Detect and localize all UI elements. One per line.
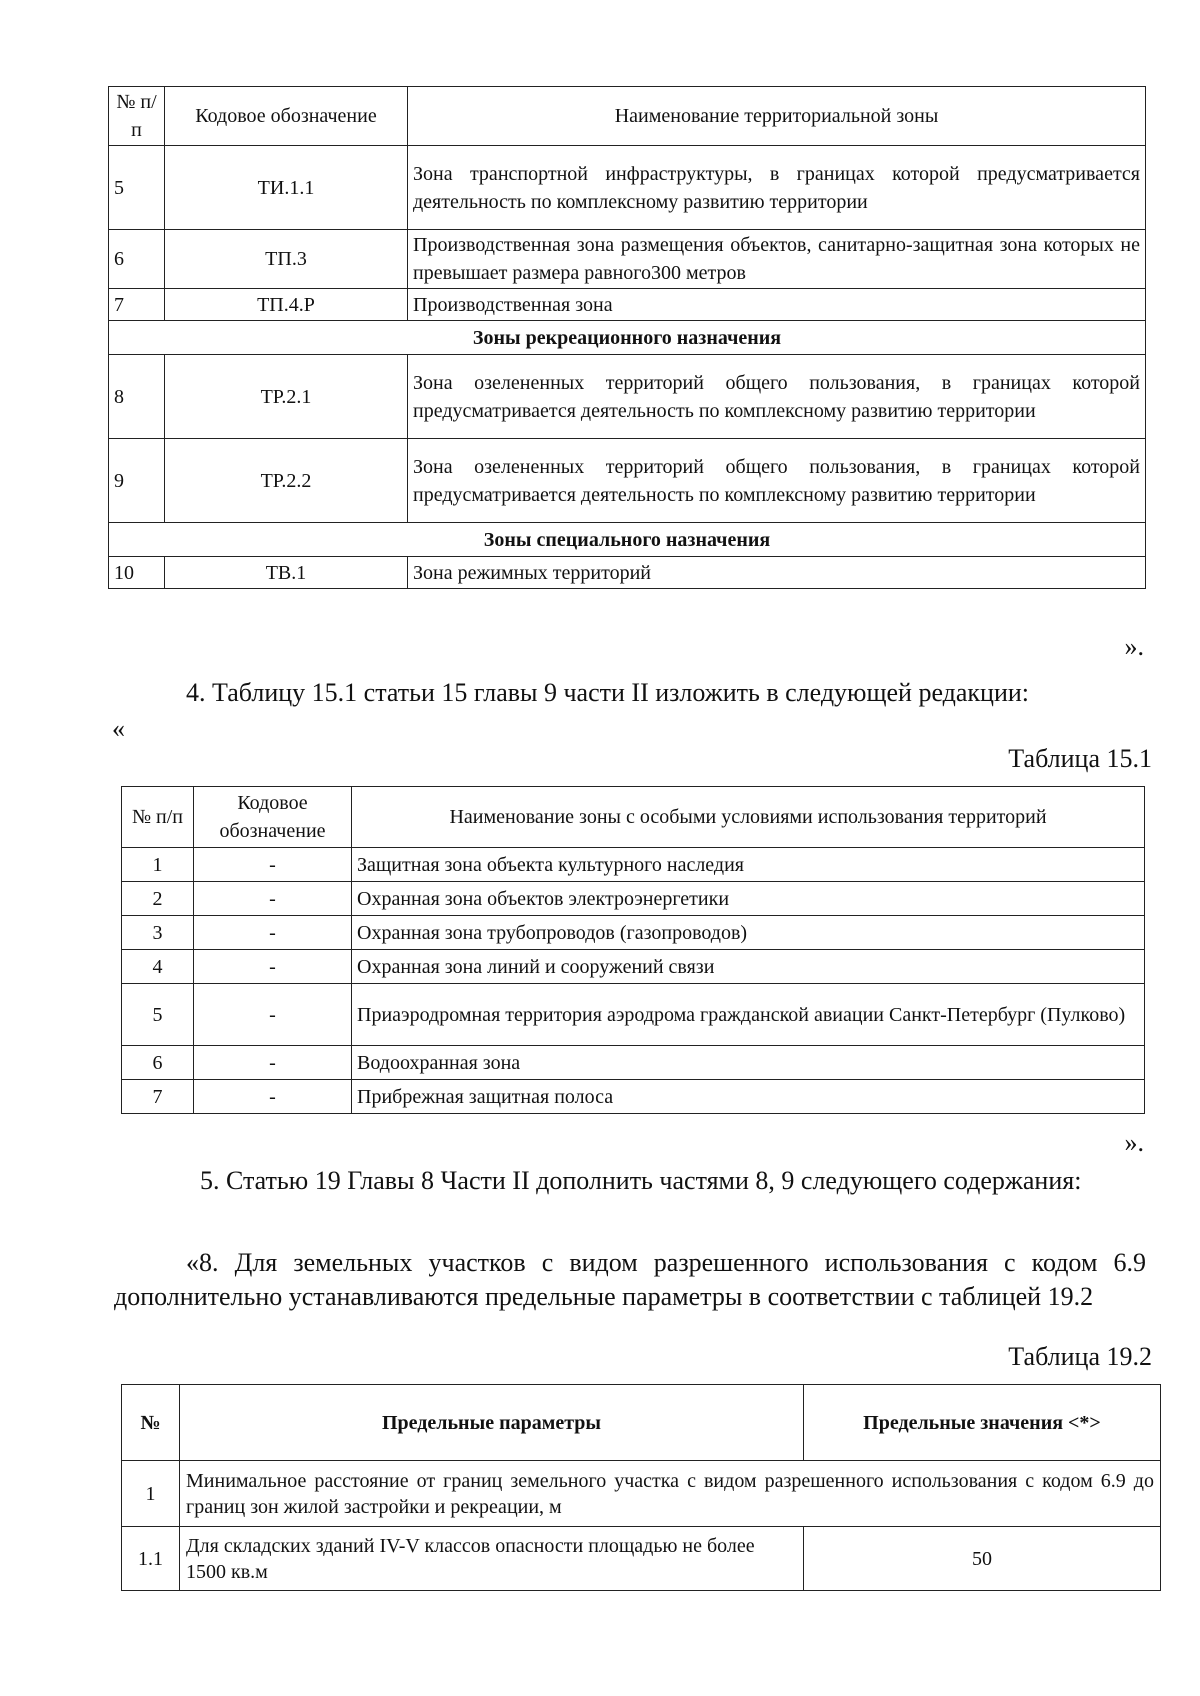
row-name: Производственная зона размещения объектов, санитарно-защитная зона которых не превышает размера равного300 метров [408,230,1146,289]
row-num: 10 [109,557,165,589]
row-code: - [194,882,352,916]
table-header-row [109,87,1146,146]
table-row [109,355,1146,439]
territorial-zones-table [108,86,1146,589]
row-num: 3 [122,916,194,950]
table-row [122,1080,1145,1114]
row-code: - [194,950,352,984]
header-code: Кодовое обозначение [165,87,408,146]
row-name: Охранная зона линий и сооружений связи [352,950,1145,984]
row-code: - [194,984,352,1046]
row-code: ТВ.1 [165,557,408,589]
header-name: Наименование зоны с особыми условиями использования территорий [352,787,1145,848]
row-num: 5 [122,984,194,1046]
table-row [122,1461,1161,1527]
header-name: Наименование территориальной зоны [408,87,1146,146]
row-num: 6 [122,1046,194,1080]
row-param: Для складских зданий IV-V классов опасности площадью не более 1500 кв.м [180,1527,804,1591]
row-name: Приаэродромная территория аэродрома гражданской авиации Санкт-Петербург (Пулково) [352,984,1145,1046]
section-recreation: Зоны рекреационного назначения [109,321,1146,355]
row-num: 7 [109,289,165,321]
item-8-text: «8. Для земельных участков с видом разрешенного использования с кодом 6.9 дополнительно устанавливаются предельные параметры в соответствии с таблицей 19.2 [114,1248,1146,1311]
row-code: - [194,848,352,882]
table-header-row [122,1385,1161,1461]
table-row [122,916,1145,950]
row-num: 5 [109,146,165,230]
closing-quote: ». [1124,632,1144,661]
row-num: 7 [122,1080,194,1114]
header-code: Кодовое обозначение [194,787,352,848]
row-num: 1 [122,848,194,882]
row-name: Производственная зона [408,289,1146,321]
section-row [109,523,1146,557]
header-num: № [122,1385,180,1461]
row-num: 8 [109,355,165,439]
row-code: - [194,916,352,950]
row-num: 4 [122,950,194,984]
table-row [122,984,1145,1046]
table-header-row [122,787,1145,848]
row-num: 9 [109,439,165,523]
row-code: ТП.3 [165,230,408,289]
row-param: Минимальное расстояние от границ земельного участка с видом разрешенного использования с кодом 6.9 до границ зон жилой застройки и рекреации, м [180,1461,1161,1527]
table-row [122,950,1145,984]
table-row [122,1527,1161,1591]
row-name: Прибрежная защитная полоса [352,1080,1145,1114]
limit-parameters-table [121,1384,1161,1591]
closing-quote: ». [1124,1128,1144,1157]
row-name: Зона озелененных территорий общего пользования, в границах которой предусматривается деятельность по комплексному развитию территории [408,355,1146,439]
table-row [109,557,1146,589]
row-name: Зона режимных территорий [408,557,1146,589]
row-code: ТР.2.2 [165,439,408,523]
table-row [122,848,1145,882]
row-code: ТР.2.1 [165,355,408,439]
header-value: Предельные значения <*> [804,1385,1161,1461]
table-15-1-caption: Таблица 15.1 [1008,744,1152,773]
table-row [109,230,1146,289]
row-code: ТИ.1.1 [165,146,408,230]
header-num: № п/п [122,787,194,848]
section-row [109,321,1146,355]
table-row [122,882,1145,916]
row-code: ТП.4.Р [165,289,408,321]
row-num: 1.1 [122,1527,180,1591]
table-row [109,439,1146,523]
row-num: 6 [109,230,165,289]
row-name: Защитная зона объекта культурного наследия [352,848,1145,882]
open-quote: « [112,714,125,743]
row-name: Охранная зона трубопроводов (газопроводов) [352,916,1145,950]
row-num: 1 [122,1461,180,1527]
header-num: № п/п [109,87,165,146]
row-name: Зона озелененных территорий общего пользования, в границах которой предусматривается деятельность по комплексному развитию территории [408,439,1146,523]
row-code: - [194,1046,352,1080]
table-19-2-caption: Таблица 19.2 [1008,1342,1152,1371]
table-row [109,289,1146,321]
special-conditions-zones-table [121,786,1145,1114]
item-4-text: 4. Таблицу 15.1 статьи 15 главы 9 части II изложить в следующей редакции: [186,678,1030,707]
row-code: - [194,1080,352,1114]
section-special: Зоны специального назначения [109,523,1146,557]
row-name: Водоохранная зона [352,1046,1145,1080]
item-5-text: 5. Статью 19 Главы 8 Части II дополнить частями 8, 9 следующего содержания: [200,1166,1082,1195]
row-value: 50 [804,1527,1161,1591]
table-row [109,146,1146,230]
table-row [122,1046,1145,1080]
row-num: 2 [122,882,194,916]
header-param: Предельные параметры [180,1385,804,1461]
row-name: Охранная зона объектов электроэнергетики [352,882,1145,916]
row-name: Зона транспортной инфраструктуры, в границах которой предусматривается деятельность по комплексному развитию территории [408,146,1146,230]
